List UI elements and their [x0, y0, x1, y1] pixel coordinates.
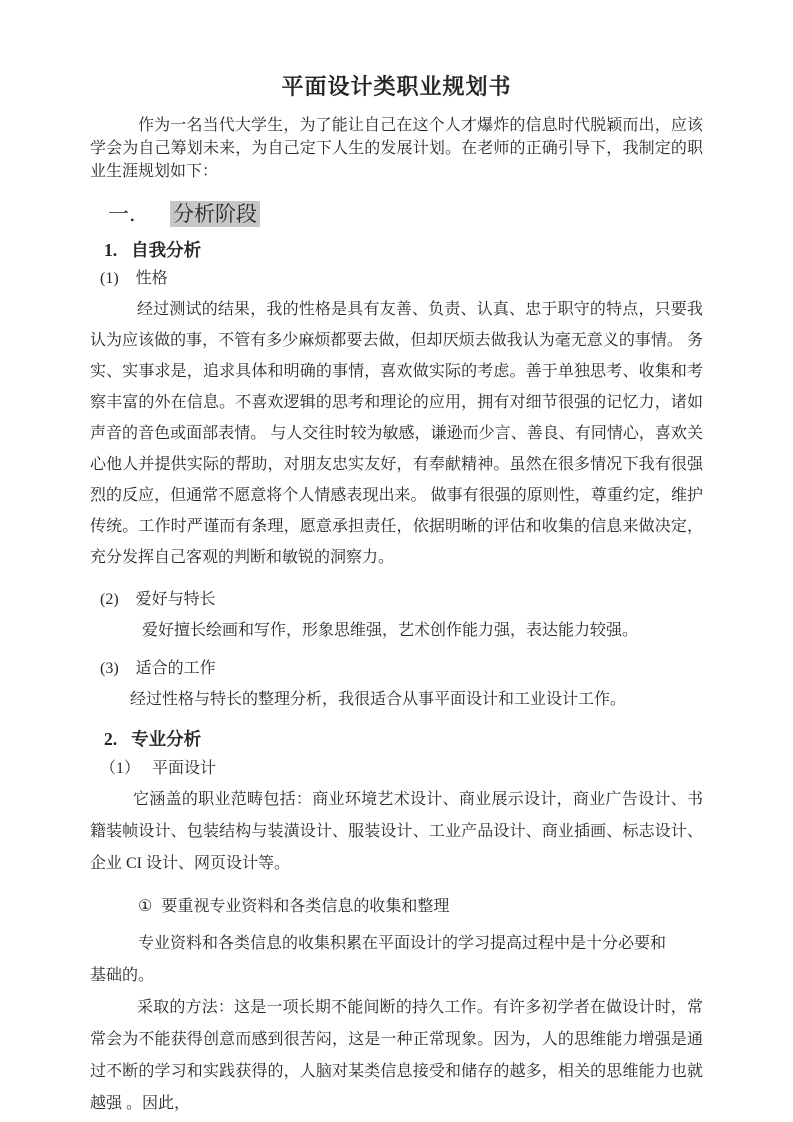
list-item-suitable-work-heading [90, 658, 703, 680]
numbered-point-title: 要重视专业资料和各类信息的收集和整理 [161, 898, 450, 915]
list-item-number: (2) [100, 591, 119, 608]
subsection-major-analysis-heading [90, 727, 703, 751]
list-item-label: 平面设计 [152, 760, 217, 777]
hobbies-paragraph: 爱好擅长绘画和写作，形象思维强，艺术创作能力强，表达能力较强。 [142, 622, 639, 639]
subsection-self-analysis-heading [90, 238, 703, 262]
list-item-number: （1） [100, 760, 141, 777]
intro-paragraph: 作为一名当代大学生，为了能让自己在这个人才爆炸的信息时代脱颖而出，应该学会为自己筹划未来，为自己定下人生的发展计划。在老师的正确引导下，我制定的职业生涯规划如下： [90, 117, 703, 180]
method-paragraph: 采取的方法：这是一项长期不能间断的持久工作。有许多初学者在做设计时，常常会为不能获得创意而感到很苦闷，这是一种正常现象。因为，人的思维能力增强是通过不断的学习和实践获得的，人脑对某类信息接受和储存的越多，相关的思维能力也就越强 。因此， [90, 999, 703, 1112]
list-item-label: 适合的工作 [135, 660, 216, 677]
subsection-number: 1. [104, 240, 118, 260]
list-item-graphic-design-heading [90, 758, 703, 780]
numbered-point-heading [90, 896, 703, 918]
list-item-label: 爱好与特长 [135, 591, 216, 608]
list-item-number: (3) [100, 660, 119, 677]
section-number: 一． [108, 202, 150, 226]
subsection-title: 自我分析 [131, 240, 202, 260]
list-item-label: 性格 [135, 270, 168, 287]
necessity-paragraph-line1: 专业资料和各类信息的收集积累在平面设计的学习提高过程中是十分必要和 [138, 935, 667, 952]
career-scope-paragraph: 它涵盖的职业范畴包括：商业环境艺术设计、商业展示设计，商业广告设计、书籍装帧设计、包装结构与装潢设计、服装设计、工业产品设计、商业插画、标志设计、企业 CI 设计、网页设计等。 [90, 791, 703, 872]
list-item-number: (1) [100, 270, 119, 287]
list-item-personality-heading [90, 268, 703, 290]
document-title: 平面设计类职业规划书 [281, 74, 512, 99]
circled-one-marker: ① [138, 898, 153, 915]
section-analysis-heading [90, 199, 703, 229]
section-title-highlighted: 分析阶段 [170, 201, 260, 227]
list-item-hobbies-heading [90, 589, 703, 611]
personality-paragraph: 经过测试的结果，我的性格是具有友善、负责、认真、忠于职守的特点，只要我认为应该做的事，不管有多少麻烦都要去做，但却厌烦去做我认为毫无意义的事情。 务实、实事求是，追求具体和明确的事情，喜欢做实际的考虑。善于单独思考、收集和考察丰富的外在信息。不喜欢逻辑的思考和理论的应用，拥有对细节很强的记忆力，诸如声音的音色或面部表情。 与人交往时较为敏感，谦逊而少言、善良、有同情心，喜欢关心他人并提供实际的帮助，对朋友忠实友好，有奉献精神。虽然在很多情况下我有很强烈的反应，但通常不愿意将个人情感表现出来。 做事有很强的原则性，尊重约定，维护传统。工作时严谨而有条理，愿意承担责任，依据明晰的评估和收集的信息来做决定，充分发挥自己客观的判断和敏锐的洞察力。 [90, 301, 703, 566]
subsection-title: 专业分析 [131, 729, 202, 749]
necessity-paragraph-line2: 基础的。 [90, 967, 155, 984]
subsection-number: 2. [104, 729, 118, 749]
suitable-work-paragraph: 经过性格与特长的整理分析，我很适合从事平面设计和工业设计工作。 [130, 691, 627, 708]
